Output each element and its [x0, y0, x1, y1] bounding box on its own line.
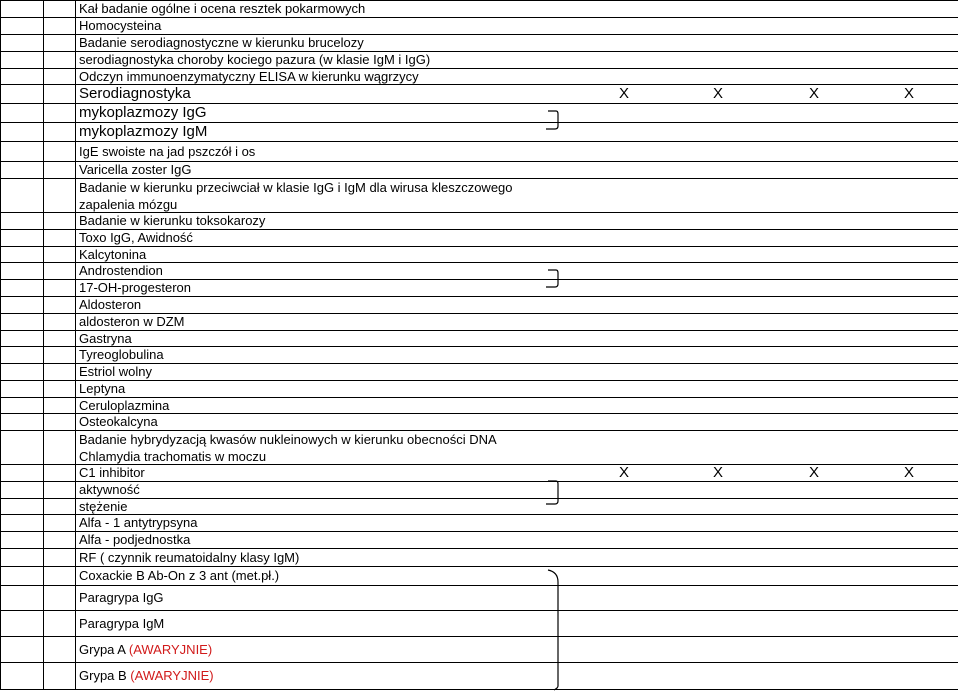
test-name	[79, 105, 207, 120]
row-border	[75, 141, 958, 142]
group-bracket-icon	[544, 268, 564, 290]
group-bracket-icon	[544, 568, 564, 692]
test-name-text: Varicella zoster IgG	[79, 162, 192, 177]
row-border	[0, 313, 75, 314]
x-mark: X	[809, 85, 820, 102]
row-border	[0, 430, 75, 431]
test-name	[79, 500, 127, 513]
test-name-text: stężenie	[79, 498, 128, 514]
row-border	[0, 481, 75, 482]
test-name-text: serodiagnostyka choroby kociego pazura (w klasie IgM i IgG)	[79, 52, 431, 67]
row-border	[0, 363, 75, 364]
test-name-text: 17-OH-progesteron	[79, 280, 191, 295]
row-border	[0, 330, 75, 331]
row-border	[75, 122, 958, 123]
test-name	[79, 466, 145, 479]
group-bracket-icon	[544, 479, 564, 507]
test-name	[79, 181, 513, 194]
row-border	[0, 585, 75, 586]
row-border	[0, 397, 75, 398]
test-name	[79, 36, 364, 49]
row-border	[75, 103, 958, 104]
row-border	[0, 51, 75, 52]
row-border	[75, 313, 958, 314]
test-name-text: Grypa A	[79, 641, 129, 657]
x-mark: X	[619, 85, 630, 102]
x-mark: X	[619, 464, 630, 481]
test-name-text: Badanie serodiagnostyczne w kierunku brucelozy	[79, 35, 364, 50]
test-name	[79, 2, 365, 15]
row-border	[0, 514, 75, 515]
test-name	[79, 86, 191, 101]
x-mark: X	[713, 85, 724, 102]
test-name	[79, 214, 265, 227]
x-mark: X	[904, 85, 915, 102]
test-name-line2: Chlamydia trachomatis w moczu	[79, 449, 267, 464]
row-border	[75, 229, 958, 230]
row-border	[75, 161, 958, 162]
row-border	[0, 346, 75, 347]
row-border	[75, 585, 958, 586]
row-border	[0, 34, 75, 35]
row-border	[0, 122, 75, 123]
row-border	[75, 481, 958, 482]
test-name	[79, 569, 279, 582]
row-border	[75, 689, 958, 690]
row-border	[0, 689, 75, 690]
test-name	[79, 399, 169, 412]
row-border	[75, 363, 958, 364]
test-name	[79, 617, 164, 630]
row-border	[75, 514, 958, 515]
row-border	[0, 246, 75, 247]
test-name-line2: zapalenia mózgu	[79, 197, 178, 212]
test-name-text: Tyreoglobulina	[79, 347, 164, 362]
row-border	[0, 380, 75, 381]
test-name-text: mykoplazmozy IgM	[79, 123, 208, 140]
row-border	[0, 531, 75, 532]
test-name-text: Badanie w kierunku toksokarozy	[79, 213, 266, 228]
test-name	[79, 315, 184, 328]
row-border	[75, 498, 958, 499]
row-border	[0, 279, 75, 280]
row-border	[0, 464, 75, 465]
row-border	[75, 346, 958, 347]
row-border	[75, 296, 958, 297]
test-name	[79, 433, 497, 446]
test-name-text: IgE swoiste na jad pszczół i os	[79, 143, 256, 159]
test-name-text: Paragrypa IgG	[79, 590, 164, 605]
test-name	[79, 281, 191, 294]
row-border	[75, 380, 958, 381]
test-name	[79, 669, 214, 682]
test-name	[79, 516, 198, 529]
row-border	[75, 246, 958, 247]
test-name	[79, 483, 140, 496]
test-name	[79, 348, 164, 361]
test-name	[79, 124, 207, 139]
row-border	[0, 84, 75, 85]
test-name	[79, 551, 299, 564]
test-name	[79, 248, 146, 261]
row-border	[75, 330, 958, 331]
test-name-text: aldosteron w DZM	[79, 314, 185, 329]
row-border	[0, 103, 75, 104]
urgent-label: (AWARYJNIE)	[128, 641, 213, 657]
row-border	[0, 141, 75, 142]
row-border	[0, 178, 75, 179]
row-border	[75, 662, 958, 663]
row-border	[0, 548, 75, 549]
row-border	[0, 662, 75, 663]
test-name	[79, 382, 125, 395]
test-name	[79, 332, 132, 345]
row-border	[0, 566, 75, 567]
test-name	[79, 365, 152, 378]
row-border	[75, 262, 958, 263]
row-border	[75, 17, 958, 18]
row-border	[75, 178, 958, 179]
test-name-text: Ceruloplazmina	[79, 397, 170, 413]
test-name	[79, 298, 141, 311]
row-border	[0, 610, 75, 611]
x-mark: X	[713, 464, 724, 481]
row-border	[0, 262, 75, 263]
test-name	[79, 264, 163, 277]
row-border	[75, 464, 958, 465]
test-name-text: Estriol wolny	[79, 364, 152, 379]
row-border	[75, 566, 958, 567]
test-name-text: Odczyn immunoenzymatyczny ELISA w kierunku wągrzycy	[79, 68, 419, 84]
test-name	[79, 70, 419, 83]
test-name-text: Alfa - podjednostka	[79, 532, 191, 547]
row-border	[0, 212, 75, 213]
row-border	[0, 0, 75, 1]
group-bracket-icon	[544, 109, 564, 132]
test-name	[79, 53, 430, 66]
urgent-label: (AWARYJNIE)	[130, 668, 214, 683]
test-name-text: Toxo IgG, Awidność	[79, 230, 193, 245]
row-border	[75, 413, 958, 414]
row-border	[75, 636, 958, 637]
test-name-text: C1 inhibitor	[79, 465, 145, 480]
test-name	[79, 591, 164, 604]
test-name-text: Gastryna	[79, 330, 132, 346]
row-border	[0, 68, 75, 69]
test-name-text: Paragrypa IgM	[79, 615, 165, 631]
row-border	[0, 636, 75, 637]
row-border	[0, 413, 75, 414]
test-name-text: Serodiagnostyka	[79, 85, 191, 102]
test-name	[79, 163, 191, 176]
row-border	[0, 296, 75, 297]
test-name	[79, 415, 158, 428]
test-name	[79, 19, 161, 32]
row-border	[75, 279, 958, 280]
test-name-text: Grypa B	[79, 668, 131, 683]
test-name-text: Coxackie B Ab-On z 3 ant (met.pł.)	[79, 568, 280, 583]
test-name	[79, 145, 255, 158]
test-name	[79, 643, 212, 656]
test-name-text: Leptyna	[79, 381, 126, 396]
row-border	[0, 161, 75, 162]
test-name	[79, 533, 190, 546]
test-name-text: Alfa - 1 antytrypsyna	[79, 515, 198, 530]
row-border	[75, 531, 958, 532]
row-border	[0, 229, 75, 230]
test-name-text: Kał badanie ogólne i ocena resztek pokarmowych	[79, 1, 366, 16]
test-name-text: RF ( czynnik reumatoidalny klasy IgM)	[79, 549, 300, 565]
row-border	[75, 84, 958, 85]
test-name-text: Aldosteron	[79, 297, 142, 312]
test-name-text: Badanie w kierunku przeciwciał w klasie IgG i IgM dla wirusa kleszczowego	[79, 180, 513, 195]
test-name-text: Badanie hybrydyzacją kwasów nukleinowych w kierunku obecności DNA	[79, 432, 497, 447]
row-border	[75, 610, 958, 611]
test-name-text: aktywność	[79, 482, 140, 497]
test-name-text: Homocysteina	[79, 18, 162, 33]
x-mark: X	[904, 464, 915, 481]
x-mark: X	[809, 464, 820, 481]
row-border	[75, 397, 958, 398]
test-name-text: Kalcytonina	[79, 246, 147, 262]
row-border	[0, 17, 75, 18]
test-name-text: mykoplazmozy IgG	[79, 104, 207, 121]
test-name-text: Androstendion	[79, 263, 163, 278]
row-border	[75, 430, 958, 431]
test-name-text: Osteokalcyna	[79, 414, 158, 429]
row-border	[0, 498, 75, 499]
test-name	[79, 231, 193, 244]
